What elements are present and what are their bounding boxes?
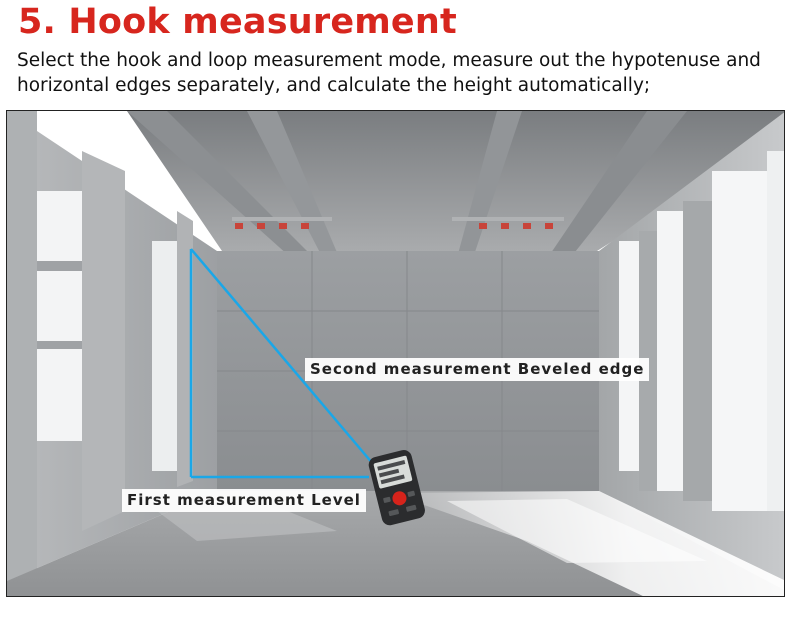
page-title: 5. Hook measurement bbox=[18, 2, 457, 42]
first-measurement-label: First measurement Level bbox=[122, 489, 366, 512]
room-photo bbox=[6, 110, 785, 597]
second-measurement-label: Second measurement Beveled edge bbox=[305, 358, 649, 381]
page-description: Select the hook and loop measurement mode, measure out the hypotenuse and horizontal edges separately, and calculate the height automatically; bbox=[17, 50, 761, 96]
